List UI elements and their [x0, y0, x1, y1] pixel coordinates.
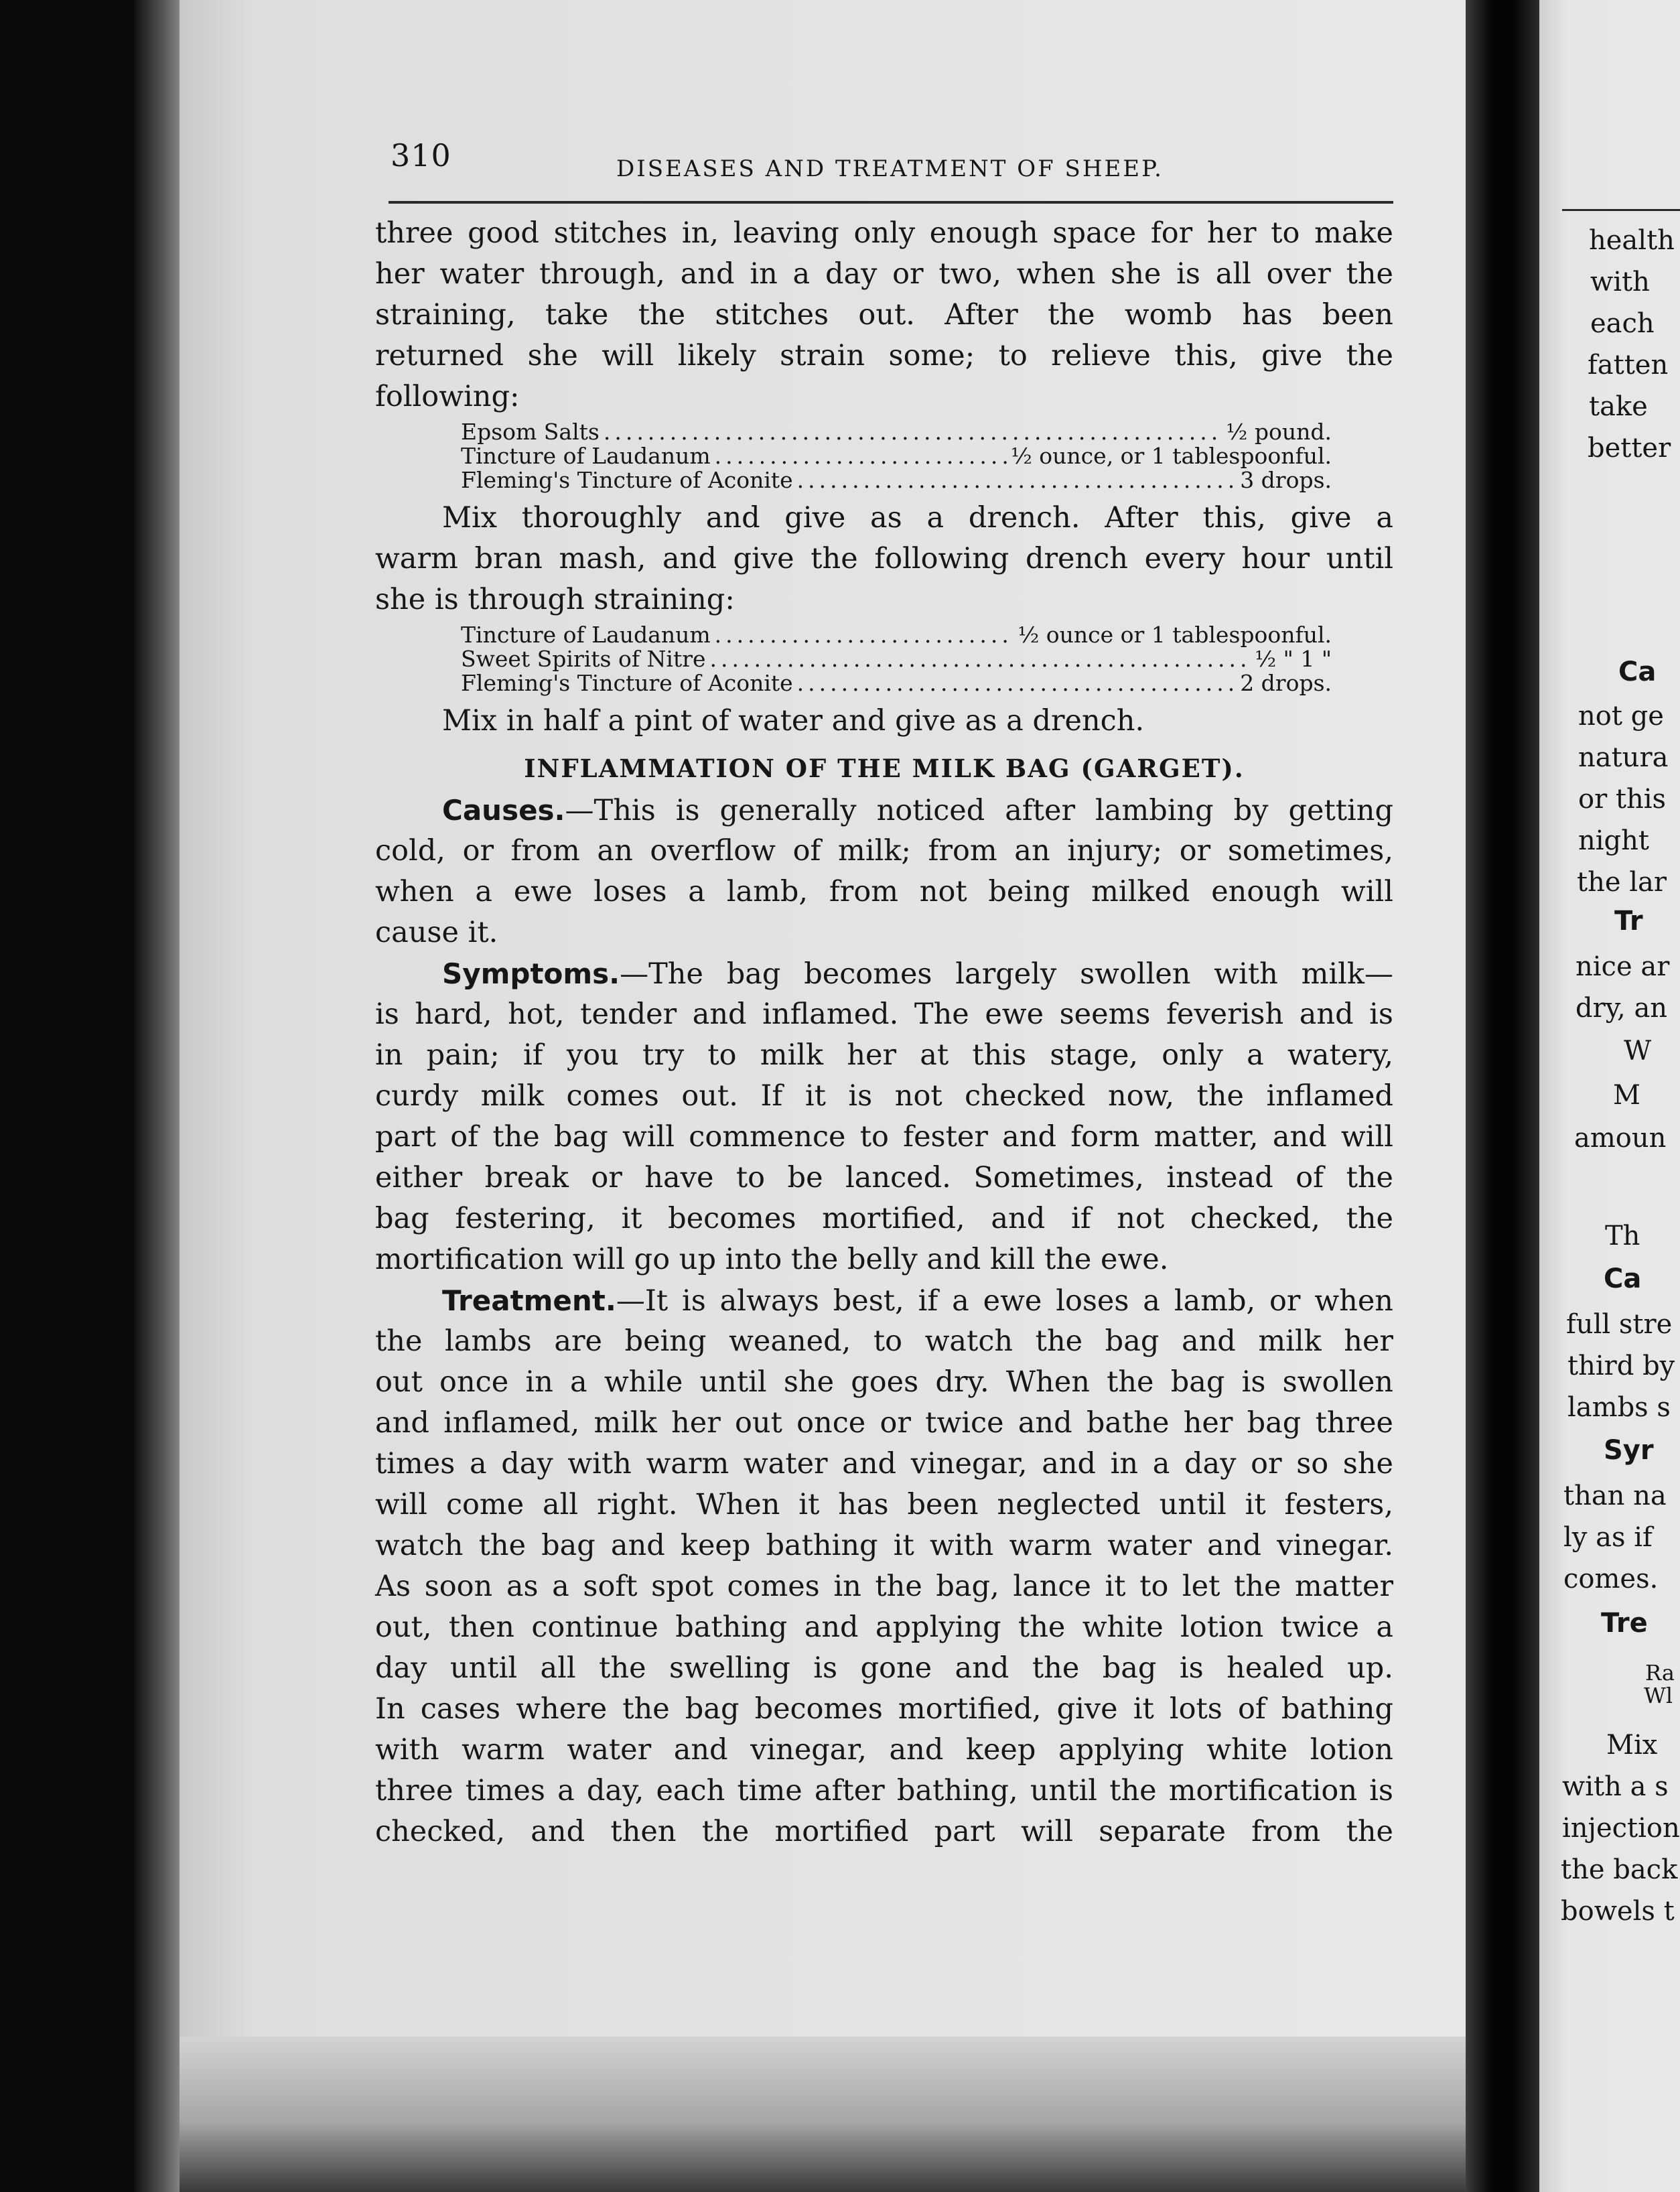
text-line: following: — [375, 380, 520, 413]
right-fragment: comes. — [1563, 1564, 1659, 1594]
right-fragment: Mix — [1606, 1730, 1658, 1761]
page-number: 310 — [391, 137, 451, 174]
text-line: straining, take the stitches out. After the womb has been — [375, 298, 1393, 332]
right-fragment: the lar — [1577, 867, 1667, 898]
text-line: she is through straining: — [375, 583, 735, 616]
right-fragment: lambs s — [1567, 1392, 1671, 1423]
leader-dots — [797, 468, 1237, 492]
text-line: cold, or from an overflow of milk; from an injury; or sometimes, — [375, 834, 1393, 868]
text-line — [375, 790, 1393, 831]
recipe-item: Sweet Spirits of Nitre — [461, 646, 706, 672]
right-fragment: Tr — [1614, 906, 1643, 937]
right-fragment: than na — [1563, 1481, 1667, 1511]
leader-dots — [797, 671, 1237, 695]
text-line: As soon as a soft spot comes in the bag, lance it to let the matter — [375, 1570, 1393, 1603]
text-line: out, then continue bathing and applying the white lotion twice a — [375, 1611, 1393, 1644]
recipe-item: Tincture of Laudanum — [461, 622, 711, 648]
recipe-amount: ½ ounce, or 1 tablespoonful. — [1010, 443, 1332, 469]
text-line: the lambs are being weaned, to watch the bag and milk her — [375, 1324, 1393, 1358]
right-fragment: or this — [1578, 784, 1667, 815]
text-line: watch the bag and keep bathing it with warm water and vinegar. — [375, 1529, 1393, 1562]
recipe-row — [461, 671, 1332, 695]
text-line: with warm water and vinegar, and keep applying white lotion — [375, 1733, 1393, 1767]
leader-dots — [604, 420, 1222, 444]
right-fragment: Ca — [1604, 1263, 1642, 1294]
right-fragment: ly as if — [1563, 1522, 1653, 1553]
page-bottom-shadow — [180, 2037, 1466, 2192]
text-line: curdy milk comes out. If it is not checked now, the inflamed — [375, 1079, 1393, 1113]
leader-dots — [715, 623, 1014, 647]
recipe-2 — [461, 623, 1332, 695]
text-line: when a ewe loses a lamb, from not being milked enough will — [375, 875, 1393, 908]
right-fragment: night — [1578, 825, 1649, 856]
text-line — [375, 953, 1393, 994]
text-line: part of the bag will commence to fester and form matter, and will — [375, 1120, 1393, 1154]
text-line: Mix in half a pint of water and give as a drench. — [442, 704, 1145, 738]
text-line: returned she will likely strain some; to relieve this, give the — [375, 339, 1393, 372]
recipe-item: Epsom Salts — [461, 419, 600, 445]
symptoms-text: —The bag becomes largely swollen with milk— — [620, 957, 1393, 991]
causes-text: —This is generally noticed after lambing by getting — [565, 794, 1393, 827]
recipe-item: Fleming's Tincture of Aconite — [461, 467, 793, 493]
text-line: in pain; if you try to milk her at this stage, only a watery, — [375, 1038, 1393, 1072]
text-line: either break or have to be lanced. Sometimes, instead of the — [375, 1161, 1393, 1194]
right-fragment: not ge — [1578, 701, 1664, 732]
right-header-rule — [1562, 209, 1680, 211]
right-fragment: Syr — [1604, 1435, 1654, 1466]
right-fragment: with — [1590, 267, 1650, 297]
recipe-row — [461, 468, 1332, 492]
right-fragment: with a s — [1562, 1771, 1669, 1802]
recipe-item: Tincture of Laudanum — [461, 443, 711, 469]
text-line: cause it. — [375, 916, 498, 949]
running-head: DISEASES AND TREATMENT OF SHEEP. — [616, 155, 1164, 182]
right-fragment: fatten — [1588, 350, 1669, 381]
right-fragment: dry, an — [1576, 993, 1668, 1024]
recipe-row — [461, 444, 1332, 468]
right-fragment: amoun — [1574, 1123, 1667, 1154]
treatment-label: Treatment. — [442, 1284, 616, 1317]
text-line: bag festering, it becomes mortified, and if not checked, the — [375, 1202, 1393, 1235]
text-line: checked, and then the mortified part will separate from the — [375, 1815, 1393, 1848]
text-line: In cases where the bag becomes mortified, give it lots of bathing — [375, 1692, 1393, 1726]
recipe-row — [461, 420, 1332, 444]
text-line: her water through, and in a day or two, when she is all over the — [375, 257, 1393, 291]
right-fragment: third by — [1567, 1351, 1675, 1381]
right-fragment: bowels t — [1561, 1896, 1675, 1927]
right-fragment: Ra — [1645, 1660, 1675, 1686]
right-fragment: the back — [1561, 1854, 1678, 1885]
right-fragment: full stre — [1566, 1309, 1673, 1340]
text-line: mortification will go up into the belly and kill the ewe. — [375, 1243, 1169, 1276]
section-heading: INFLAMMATION OF THE MILK BAG (GARGET). — [524, 754, 1245, 783]
right-fragment: take — [1589, 391, 1648, 422]
causes-label: Causes. — [442, 794, 565, 827]
recipe-amount: ½ ounce or 1 tablespoonful. — [1018, 622, 1332, 648]
right-fragment: Wl — [1644, 1683, 1673, 1708]
text-line: will come all right. When it has been neglected until it festers, — [375, 1488, 1393, 1521]
text-line — [375, 1280, 1393, 1321]
right-fragment: Ca — [1618, 657, 1657, 687]
right-page-fragment — [1539, 0, 1680, 2192]
leader-dots — [710, 647, 1251, 671]
recipe-row — [461, 623, 1332, 647]
text-line: out once in a while until she goes dry. When the bag is swollen — [375, 1365, 1393, 1399]
main-text-block — [375, 213, 1393, 1852]
recipe-row — [461, 647, 1332, 671]
book-gutter — [1466, 0, 1539, 2192]
recipe-amount: ½ pound. — [1226, 419, 1332, 445]
right-fragment: each — [1590, 308, 1655, 339]
leader-dots — [715, 444, 1007, 468]
right-fragment: better — [1588, 433, 1671, 464]
right-fragment: injection — [1562, 1813, 1680, 1844]
right-fragment: health — [1589, 225, 1675, 256]
right-fragment: W — [1624, 1036, 1652, 1067]
text-line: and inflamed, milk her out once or twice and bathe her bag three — [375, 1406, 1393, 1440]
text-line: warm bran mash, and give the following drench every hour until — [375, 542, 1393, 575]
text-line: times a day with warm water and vinegar, and in a day or so she — [375, 1447, 1393, 1481]
treatment-text: —It is always best, if a ewe loses a lamb, or when — [616, 1284, 1393, 1318]
right-fragment: nice ar — [1576, 951, 1670, 982]
recipe-1 — [461, 420, 1332, 492]
symptoms-label: Symptoms. — [442, 957, 620, 990]
right-fragment: M — [1613, 1080, 1640, 1111]
right-fragment: Tre — [1601, 1608, 1648, 1639]
text-line: Mix thoroughly and give as a drench. After this, give a — [442, 501, 1393, 535]
recipe-item: Fleming's Tincture of Aconite — [461, 670, 793, 696]
right-fragment: natura — [1578, 742, 1669, 773]
text-line: is hard, hot, tender and inflamed. The ewe seems feverish and is — [375, 998, 1393, 1031]
text-line: three times a day, each time after bathing, until the mortification is — [375, 1774, 1393, 1807]
recipe-amount: 2 drops. — [1240, 670, 1332, 696]
recipe-amount: ½ " 1 " — [1255, 646, 1332, 672]
header-rule — [389, 201, 1393, 204]
text-line: three good stitches in, leaving only enough space for her to make — [375, 216, 1393, 250]
right-fragment: Th — [1605, 1221, 1640, 1251]
text-line: day until all the swelling is gone and the bag is healed up. — [375, 1651, 1393, 1685]
recipe-amount: 3 drops. — [1240, 467, 1332, 493]
